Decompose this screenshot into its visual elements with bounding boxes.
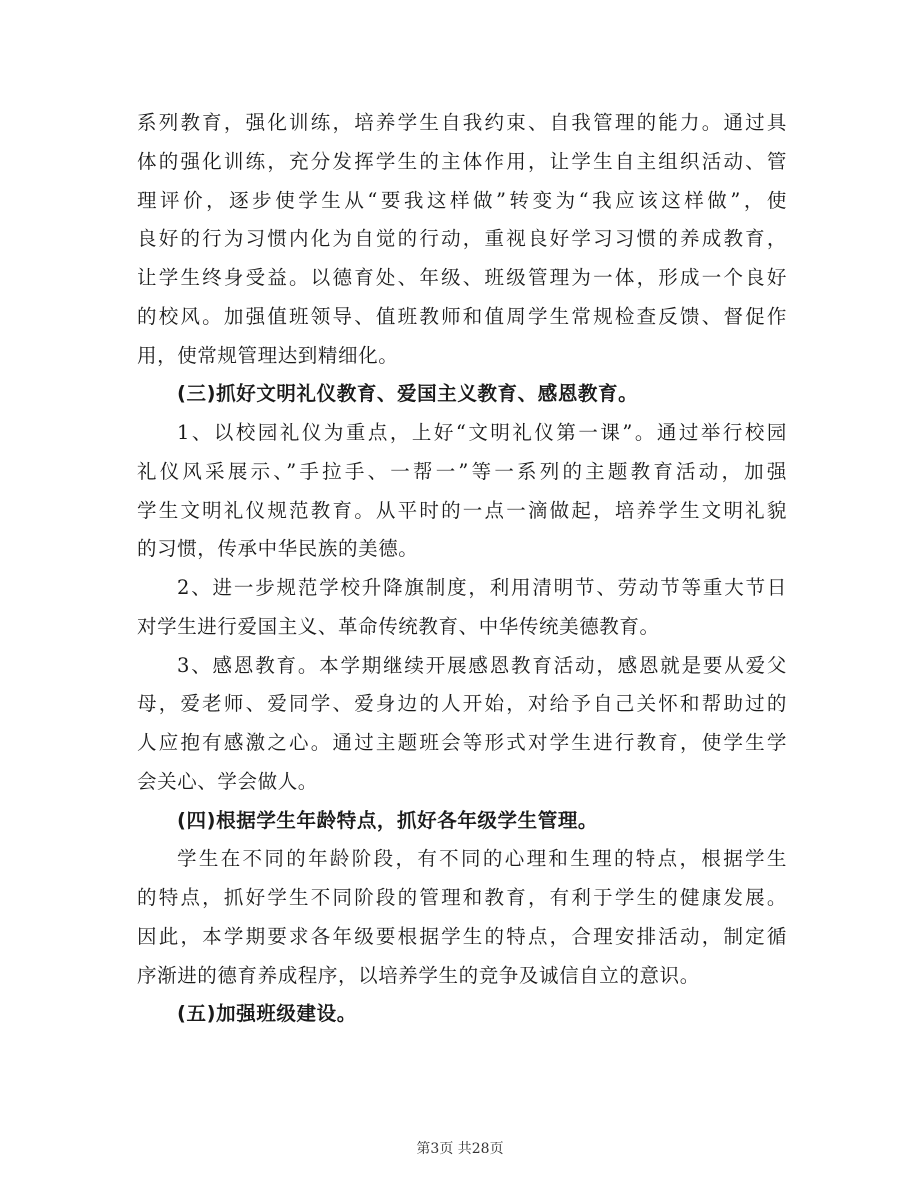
body-line: 因此，本学期要求各年级要根据学生的特点，合理安排活动，制定循 xyxy=(137,924,787,948)
body-line: 3、感恩教育。本学期继续开展感恩教育活动，感恩就是要从爱父 xyxy=(177,653,787,677)
section-heading: (三)抓好文明礼仪教育、爱国主义教育、感恩教育。 xyxy=(177,382,639,406)
body-line: 对学生进行爱国主义、革命传统教育、中华传统美德教育。 xyxy=(137,614,660,638)
body-line: 系列教育，强化训练，培养学生自我约束、自我管理的能力。通过具 xyxy=(137,111,787,134)
body-line: 1、以校园礼仪为重点，上好“文明礼仪第一课”。通过举行校园 xyxy=(177,421,787,444)
body-line: 礼仪风采展示、”手拉手、一帮一”等一系列的主题教育活动，加强 xyxy=(137,459,787,483)
page-number: 第3页 共28页 xyxy=(416,1141,504,1157)
body-line: 2、进一步规范学校升降旗制度，利用清明节、劳动节等重大节日 xyxy=(177,576,787,599)
body-line: 人应抱有感激之心。通过主题班会等形式对学生进行教育，使学生学 xyxy=(137,731,787,754)
document-body xyxy=(137,104,787,1034)
body-line: 母，爱老师、爱同学、爱身边的人开始，对给予自己关怀和帮助过的 xyxy=(137,692,787,716)
body-line: 会关心、学会做人。 xyxy=(137,769,318,793)
body-line: 理评价，逐步使学生从“要我这样做”转变为“我应该这样做”，使 xyxy=(137,188,787,212)
body-line: 学生文明礼仪规范教育。从平时的一点一滴做起，培养学生文明礼貌 xyxy=(137,498,787,522)
body-line: 的校风。加强值班领导、值班教师和值周学生常规检查反馈、督促作 xyxy=(137,304,787,328)
section-heading: (五)加强班级建设。 xyxy=(177,1002,357,1026)
body-line: 序渐进的德育养成程序，以培养学生的竞争及诚信自立的意识。 xyxy=(137,963,700,987)
body-line: 良好的行为习惯内化为自觉的行动，重视良好学习习惯的养成教育， xyxy=(137,227,787,251)
body-line: 的特点，抓好学生不同阶段的管理和教育，有利于学生的健康发展。 xyxy=(137,886,787,909)
body-line: 让学生终身受益。以德育处、年级、班级管理为一体，形成一个良好 xyxy=(137,266,787,289)
body-line: 用，使常规管理达到精细化。 xyxy=(137,343,399,367)
body-line: 学生在不同的年龄阶段，有不同的心理和生理的特点，根据学生 xyxy=(177,847,787,871)
section-heading: (四)根据学生年龄特点，抓好各年级学生管理。 xyxy=(177,808,599,832)
body-line: 体的强化训练，充分发挥学生的主体作用，让学生自主组织活动、管 xyxy=(137,149,787,173)
body-line: 的习惯，传承中华民族的美德。 xyxy=(137,537,419,561)
